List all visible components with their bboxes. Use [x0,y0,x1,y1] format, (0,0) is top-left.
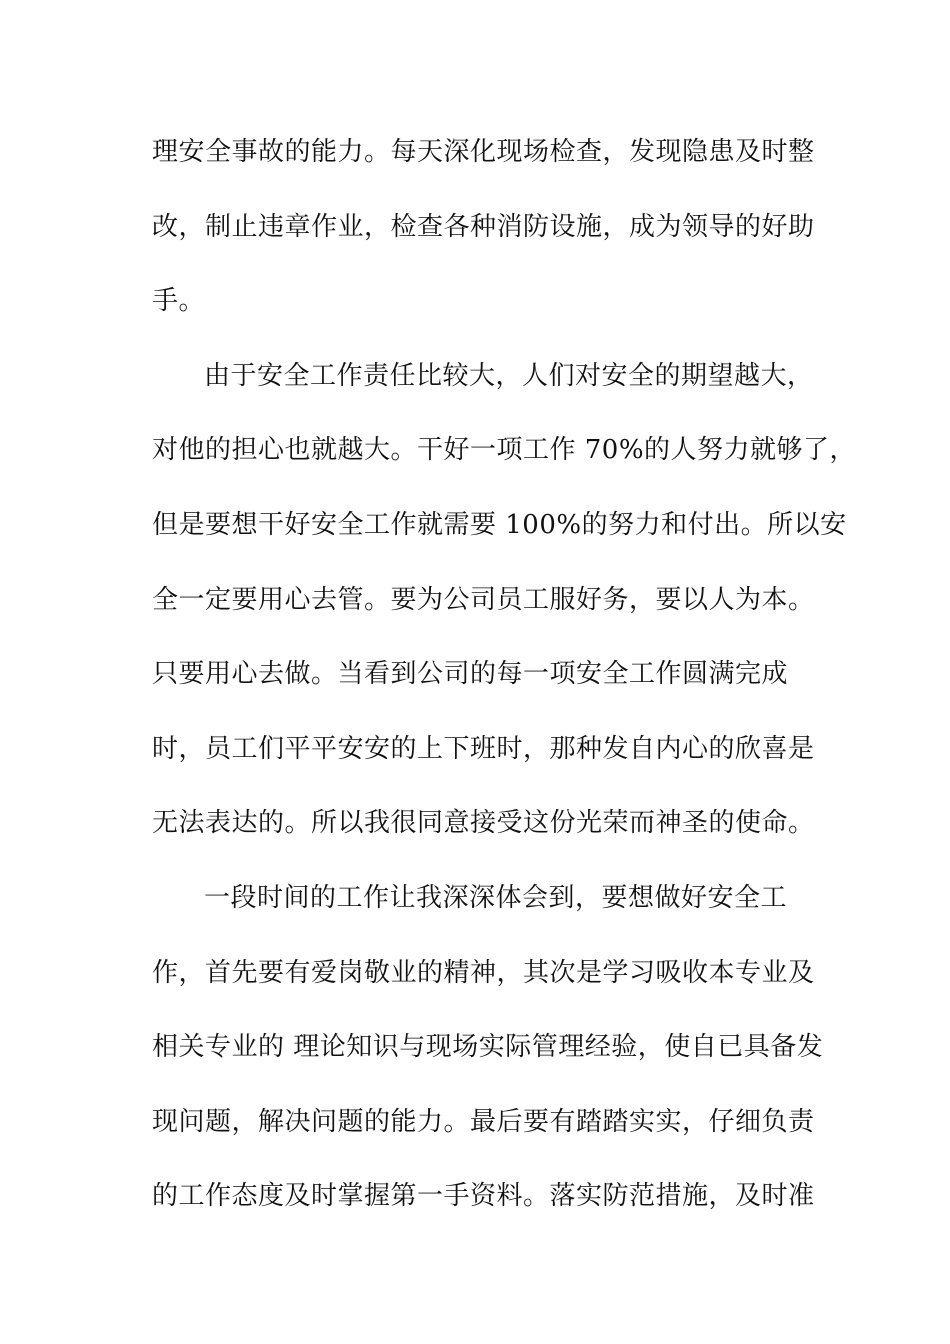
text-line: 无法表达的。所以我很同意接受这份光荣而神圣的使命。 [152,808,815,839]
text-line: 但是要想干好安全工作就需要 100%的努力和付出。所以安 [152,509,847,540]
text-line: 时，员工们平平安安的上下班时，那种发自内心的欣喜是 [152,733,815,764]
text-line: 现问题，解决问题的能力。最后要有踏踏实实，仔细负责 [152,1106,815,1137]
text-line: 的工作态度及时掌握第一手资料。落实防范措施，及时准 [152,1181,815,1212]
text-line: 改，制止违章作业，检查各种消防设施，成为领导的好助 [152,211,815,242]
text-line: 作，首先要有爱岗敬业的精神，其次是学习吸收本专业及 [152,957,815,988]
text-line: 相关专业的 理论知识与现场实际管理经验，使自已具备发 [152,1032,824,1063]
paragraph-start-line: 一段时间的工作让我深深体会到，要想做好安全工 [204,882,788,913]
text-line: 理安全事故的能力。每天深化现场检查，发现隐患及时整 [152,137,815,167]
document-body [152,124,857,1243]
text-line: 对他的担心也就越大。干好一项工作 70%的人努力就够了， [152,435,857,466]
text-line: 手。 [152,286,206,317]
text-line: 全一定要用心去管。要为公司员工服好务，要以人为本。 [152,584,815,615]
text-line: 只要用心去做。当看到公司的每一项安全工作圆满完成 [152,659,789,690]
paragraph-start-line: 由于安全工作责任比较大，人们对安全的期望越大， [204,360,814,391]
